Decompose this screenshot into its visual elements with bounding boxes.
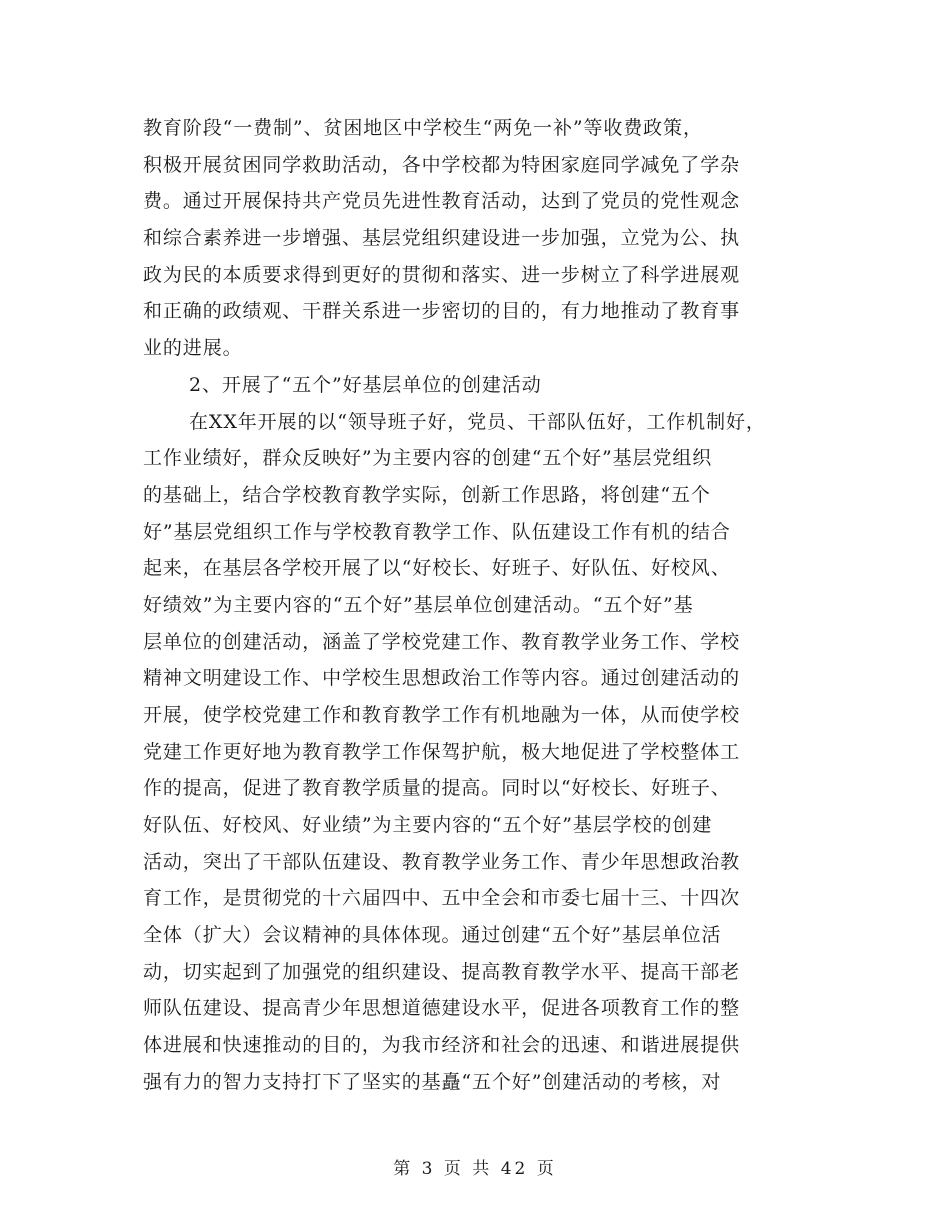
- paragraph-line: 育工作，是贯彻党的十六届四中、五中全会和市委七届十三、十四次: [143, 887, 741, 909]
- paragraph-line: 体进展和快速推动的目的，为我市经济和社会的迅速、和谐进展提供: [143, 1034, 741, 1056]
- paragraph-line: 动，切实起到了加强党的组织建设、提高教育教学水平、提高干部老: [143, 961, 741, 983]
- paragraph-line: 工作业绩好，群众反映好”为主要内容的创建“五个好”基层党组织: [143, 447, 713, 469]
- paragraph-line: 业的进展。: [143, 337, 243, 359]
- paragraph-line: 起来，在基层各学校开展了以“好校长、好班子、好队伍、好校风、: [143, 557, 731, 579]
- paragraph-line: 师队伍建设、提高青少年思想道德建设水平，促进各项教育工作的整: [143, 997, 741, 1019]
- paragraph-line: 在XX年开展的以“领导班子好，党员、干部队伍好，工作机制好，: [189, 411, 766, 433]
- paragraph-line: 费。通过开展保持共产党员先进性教育活动，达到了党员的党性观念: [143, 190, 741, 212]
- paragraph-line: 党建工作更好地为教育教学工作保驾护航，极大地促进了学校整体工: [143, 741, 741, 763]
- paragraph-line: 的基础上，结合学校教育教学实际，创新工作思路，将创建“五个: [143, 484, 711, 506]
- paragraph-line: 精神文明建设工作、中学校生思想政治工作等内容。通过创建活动的: [143, 667, 741, 689]
- paragraph-line: 强有力的智力支持打下了坚实的基矗“五个好”创建活动的考核，对: [143, 1071, 722, 1093]
- paragraph-line: 好队伍、好校风、好业绩”为主要内容的“五个好”基层学校的创建: [143, 814, 713, 836]
- paragraph-line: 和综合素养进一步增强、基层党组织建设进一步加强，立党为公、执: [143, 227, 741, 249]
- paragraph-line: 教育阶段“一费制”、贫困地区中学校生“两免一补”等收费政策，: [143, 117, 703, 139]
- paragraph-line: 全体（扩大）会议精神的具体体现。通过创建“五个好”基层单位活: [143, 924, 722, 946]
- paragraph-line: 层单位的创建活动，涵盖了学校党建工作、教育教学业务工作、学校: [143, 631, 741, 653]
- paragraph-line: 开展，使学校党建工作和教育教学工作有机地融为一体，从而使学校: [143, 704, 741, 726]
- paragraph-line: 积极开展贫困同学救助活动，各中学校都为特困家庭同学减免了学杂: [143, 154, 741, 176]
- paragraph-line: 好绩效”为主要内容的“五个好”基层单位创建活动。“五个好”基: [143, 594, 694, 616]
- paragraph-line: 活动，突出了干部队伍建设、教育教学业务工作、青少年思想政治教: [143, 851, 741, 873]
- paragraph-line: 好”基层党组织工作与学校教育教学工作、队伍建设工作有机的结合: [143, 521, 731, 543]
- page-number: 第 3 页 共 42 页: [393, 1159, 557, 1179]
- section-heading: 2、开展了“五个”好基层单位的创建活动: [189, 374, 542, 396]
- paragraph-line: 和正确的政绩观、干群关系进一步密切的目的，有力地推动了教育事: [143, 300, 741, 322]
- paragraph-line: 作的提高，促进了教育教学质量的提高。同时以“好校长、好班子、: [143, 777, 731, 799]
- paragraph-line: 政为民的本质要求得到更好的贯彻和落实、进一步树立了科学进展观: [143, 264, 741, 286]
